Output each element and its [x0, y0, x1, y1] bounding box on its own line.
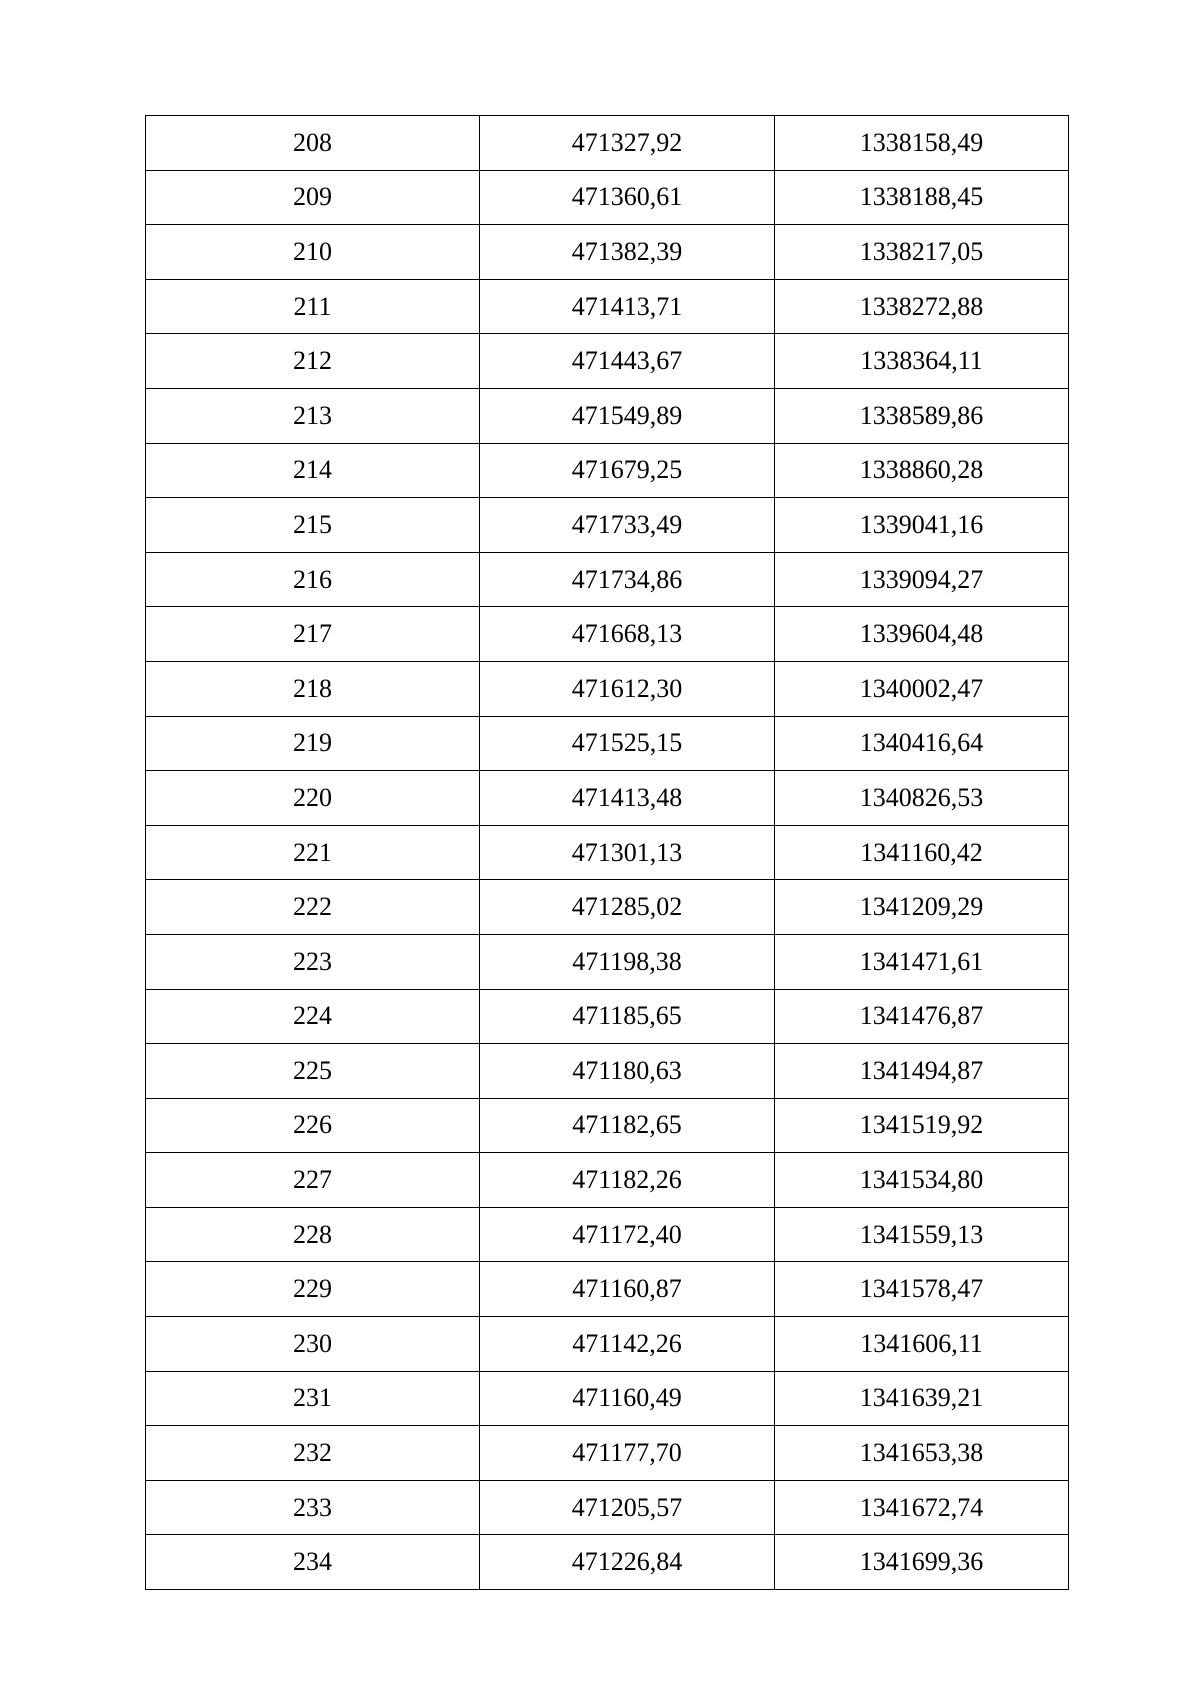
point-number-cell: 227 [146, 1153, 480, 1208]
table-row [146, 498, 1069, 553]
table-row [146, 1317, 1069, 1372]
table-row [146, 1098, 1069, 1153]
y-coordinate-cell: 1340002,47 [775, 661, 1069, 716]
x-coordinate-cell: 471160,87 [480, 1262, 775, 1317]
table-row [146, 989, 1069, 1044]
table-row [146, 771, 1069, 826]
coordinates-table [145, 115, 1069, 1590]
point-number-cell: 219 [146, 716, 480, 771]
table-row [146, 607, 1069, 662]
y-coordinate-cell: 1341639,21 [775, 1371, 1069, 1426]
point-number-cell: 225 [146, 1044, 480, 1099]
point-number-cell: 215 [146, 498, 480, 553]
point-number-cell: 229 [146, 1262, 480, 1317]
point-number-cell: 231 [146, 1371, 480, 1426]
y-coordinate-cell: 1341519,92 [775, 1098, 1069, 1153]
y-coordinate-cell: 1341160,42 [775, 825, 1069, 880]
y-coordinate-cell: 1338364,11 [775, 334, 1069, 389]
x-coordinate-cell: 471185,65 [480, 989, 775, 1044]
point-number-cell: 217 [146, 607, 480, 662]
x-coordinate-cell: 471285,02 [480, 880, 775, 935]
y-coordinate-cell: 1339041,16 [775, 498, 1069, 553]
y-coordinate-cell: 1341699,36 [775, 1535, 1069, 1590]
point-number-cell: 220 [146, 771, 480, 826]
table-row [146, 334, 1069, 389]
point-number-cell: 226 [146, 1098, 480, 1153]
table-row [146, 116, 1069, 171]
point-number-cell: 233 [146, 1480, 480, 1535]
y-coordinate-cell: 1341471,61 [775, 934, 1069, 989]
x-coordinate-cell: 471733,49 [480, 498, 775, 553]
table-row [146, 825, 1069, 880]
y-coordinate-cell: 1341534,80 [775, 1153, 1069, 1208]
x-coordinate-cell: 471612,30 [480, 661, 775, 716]
table-row [146, 1044, 1069, 1099]
y-coordinate-cell: 1341559,13 [775, 1207, 1069, 1262]
point-number-cell: 208 [146, 116, 480, 171]
table-row [146, 1426, 1069, 1481]
x-coordinate-cell: 471142,26 [480, 1317, 775, 1372]
x-coordinate-cell: 471413,71 [480, 279, 775, 334]
x-coordinate-cell: 471180,63 [480, 1044, 775, 1099]
x-coordinate-cell: 471668,13 [480, 607, 775, 662]
y-coordinate-cell: 1340826,53 [775, 771, 1069, 826]
y-coordinate-cell: 1341672,74 [775, 1480, 1069, 1535]
table-row [146, 1153, 1069, 1208]
table-row [146, 934, 1069, 989]
point-number-cell: 221 [146, 825, 480, 880]
point-number-cell: 216 [146, 552, 480, 607]
x-coordinate-cell: 471177,70 [480, 1426, 775, 1481]
point-number-cell: 218 [146, 661, 480, 716]
x-coordinate-cell: 471360,61 [480, 170, 775, 225]
table-row [146, 170, 1069, 225]
y-coordinate-cell: 1341476,87 [775, 989, 1069, 1044]
table-row [146, 279, 1069, 334]
table-row [146, 716, 1069, 771]
x-coordinate-cell: 471301,13 [480, 825, 775, 880]
point-number-cell: 222 [146, 880, 480, 935]
y-coordinate-cell: 1338589,86 [775, 388, 1069, 443]
x-coordinate-cell: 471327,92 [480, 116, 775, 171]
y-coordinate-cell: 1341578,47 [775, 1262, 1069, 1317]
table-row [146, 880, 1069, 935]
x-coordinate-cell: 471198,38 [480, 934, 775, 989]
table-row [146, 443, 1069, 498]
table-row [146, 1262, 1069, 1317]
table-row [146, 225, 1069, 280]
point-number-cell: 223 [146, 934, 480, 989]
y-coordinate-cell: 1341209,29 [775, 880, 1069, 935]
x-coordinate-cell: 471443,67 [480, 334, 775, 389]
x-coordinate-cell: 471172,40 [480, 1207, 775, 1262]
y-coordinate-cell: 1339094,27 [775, 552, 1069, 607]
point-number-cell: 214 [146, 443, 480, 498]
point-number-cell: 232 [146, 1426, 480, 1481]
coordinates-table-body [146, 116, 1069, 1590]
table-row [146, 1207, 1069, 1262]
point-number-cell: 213 [146, 388, 480, 443]
x-coordinate-cell: 471205,57 [480, 1480, 775, 1535]
x-coordinate-cell: 471160,49 [480, 1371, 775, 1426]
x-coordinate-cell: 471382,39 [480, 225, 775, 280]
point-number-cell: 224 [146, 989, 480, 1044]
y-coordinate-cell: 1341494,87 [775, 1044, 1069, 1099]
point-number-cell: 211 [146, 279, 480, 334]
point-number-cell: 209 [146, 170, 480, 225]
x-coordinate-cell: 471549,89 [480, 388, 775, 443]
table-row [146, 552, 1069, 607]
point-number-cell: 234 [146, 1535, 480, 1590]
y-coordinate-cell: 1338188,45 [775, 170, 1069, 225]
point-number-cell: 230 [146, 1317, 480, 1372]
table-row [146, 661, 1069, 716]
x-coordinate-cell: 471226,84 [480, 1535, 775, 1590]
table-row [146, 1535, 1069, 1590]
x-coordinate-cell: 471734,86 [480, 552, 775, 607]
y-coordinate-cell: 1339604,48 [775, 607, 1069, 662]
point-number-cell: 212 [146, 334, 480, 389]
y-coordinate-cell: 1338860,28 [775, 443, 1069, 498]
x-coordinate-cell: 471182,65 [480, 1098, 775, 1153]
table-row [146, 1480, 1069, 1535]
x-coordinate-cell: 471182,26 [480, 1153, 775, 1208]
x-coordinate-cell: 471679,25 [480, 443, 775, 498]
y-coordinate-cell: 1341606,11 [775, 1317, 1069, 1372]
y-coordinate-cell: 1340416,64 [775, 716, 1069, 771]
y-coordinate-cell: 1341653,38 [775, 1426, 1069, 1481]
table-row [146, 388, 1069, 443]
y-coordinate-cell: 1338272,88 [775, 279, 1069, 334]
point-number-cell: 210 [146, 225, 480, 280]
x-coordinate-cell: 471525,15 [480, 716, 775, 771]
table-row [146, 1371, 1069, 1426]
y-coordinate-cell: 1338217,05 [775, 225, 1069, 280]
y-coordinate-cell: 1338158,49 [775, 116, 1069, 171]
point-number-cell: 228 [146, 1207, 480, 1262]
x-coordinate-cell: 471413,48 [480, 771, 775, 826]
